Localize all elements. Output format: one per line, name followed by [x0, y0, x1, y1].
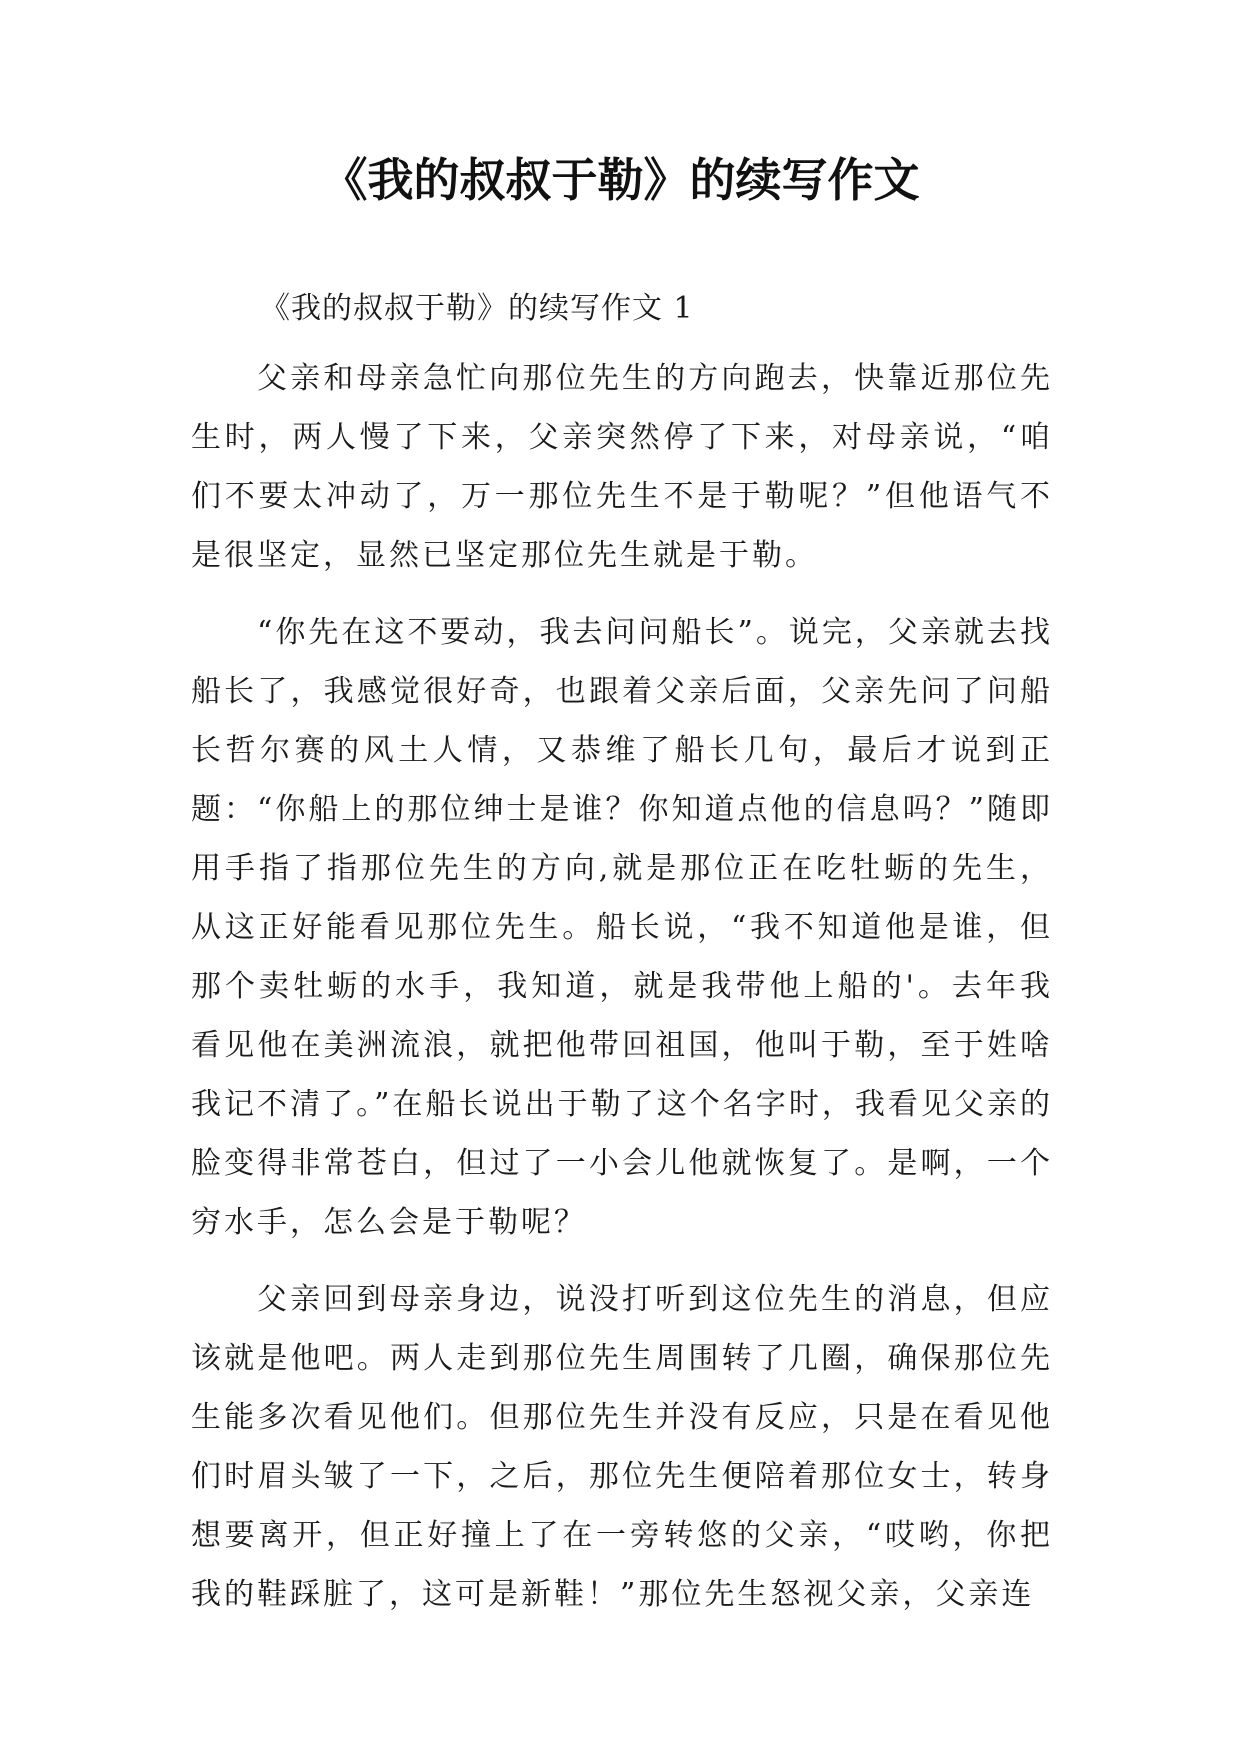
paragraph-3: 父亲回到母亲身边，说没打听到这位先生的消息，但应该就是他吧。两人走到那位先生周围转了几圈，确保那位先生能多次看见他们。但那位先生并没有反应，只是在看见他们时眉头皱了一下，之后，那位先生便陪着那位女士，转身想要离开，但正好撞上了在一旁转悠的父亲，“哎哟，你把我的鞋踩脏了，这可是新鞋！”那位先生怒视父亲，父亲连: [191, 1282, 1053, 1612]
paragraph-2: “你先在这不要动，我去问问船长”。说完，父亲就去找船长了，我感觉很好奇，也跟着父亲后面，父亲先问了问船长哲尔赛的风土人情，又恭维了船长几句，最后才说到正题：“你船上的那位绅士是谁？你知道点他的信息吗？”随即用手指了指那位先生的方向,就是那位正在吃牡蛎的先生，从这正好能看见那位先生。船长说，“我不知道他是谁，但那个卖牡蛎的水手，我知道，就是我带他上船的'。去年我看见他在美洲流浪，就把他带回祖国，他叫于勒，至于姓啥我记不清了。”在船长说出于勒了这个名字时，我看见父亲的脸变得非常苍白，但过了一小会儿他就恢复了。是啊，一个穷水手，怎么会是于勒呢？: [191, 615, 1053, 1240]
document-title: 《我的叔叔于勒》的续写作文: [321, 153, 920, 207]
paragraph-1: 父亲和母亲急忙向那位先生的方向跑去，快靠近那位先生时，两人慢了下来，父亲突然停了下来，对母亲说，“咱们不要太冲动了，万一那位先生不是于勒呢？”但他语气不是很坚定，显然已坚定那位先生就是于勒。: [191, 361, 1053, 573]
section-heading: 《我的叔叔于勒》的续写作文 1: [260, 291, 694, 326]
document-body: [191, 287, 1053, 1624]
